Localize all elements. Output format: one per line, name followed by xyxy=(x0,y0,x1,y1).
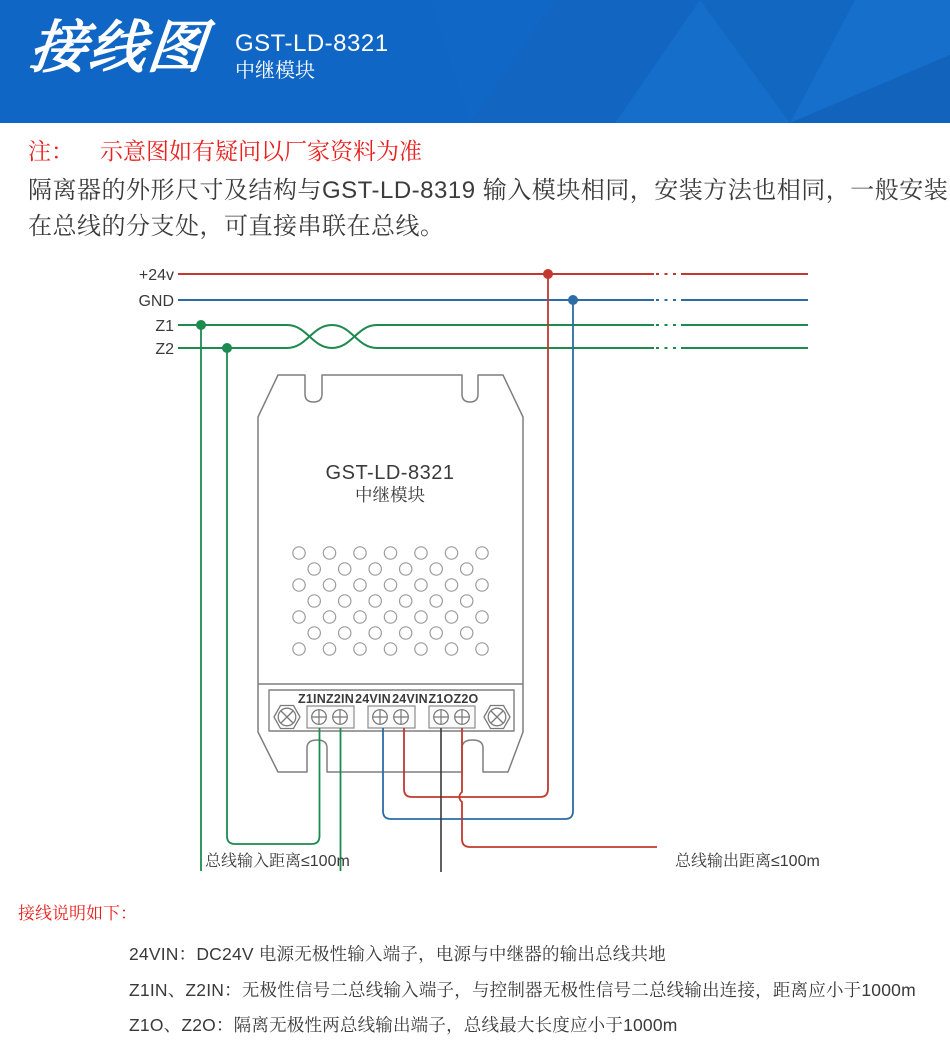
model-number: GST-LD-8321 xyxy=(235,30,389,57)
junction-dot-24v xyxy=(543,269,553,279)
bus-label-z2: Z2 xyxy=(155,341,174,358)
warning-prefix: 注： xyxy=(28,138,74,164)
module-model-text: GST-LD-8321 xyxy=(325,462,455,484)
instruction-item-24vin: 24VIN：DC24V 电源无极性输入端子，电源与中继器的输出总线共地 xyxy=(129,944,666,964)
instructions-heading: 接线说明如下： xyxy=(18,904,137,923)
terminal-label-24vin-1: 24VIN xyxy=(355,692,391,706)
junction-dot-z1 xyxy=(196,320,206,330)
page-title: 接线图 xyxy=(26,16,211,80)
terminal-label-z1in: Z1IN xyxy=(298,692,326,706)
input-distance-label: 总线输入距离≤100m xyxy=(205,853,350,870)
bus-label-gnd: GND xyxy=(138,293,174,310)
warning-text: 示意图如有疑问以厂家资料为准 xyxy=(100,138,422,164)
mount-screw-left-icon xyxy=(274,706,300,729)
module-name: 中继模块 xyxy=(235,60,315,82)
header-banner xyxy=(0,0,950,123)
output-distance-label: 总线输出距离≤100m xyxy=(675,853,820,870)
header-subtitle xyxy=(235,30,389,84)
signal-bus-lines xyxy=(178,325,808,348)
instruction-item-z1o-z2o: Z1O、Z2O：隔离无极性两总线输出端子，总线最大长度应小于1000m xyxy=(129,1015,678,1035)
junction-dot-z2 xyxy=(222,343,232,353)
description-line-1: 隔离器的外形尺寸及结构与GST-LD-8319 输入模块相同，安装方法也相同，一般安装 xyxy=(28,177,949,204)
terminal-label-z2in: Z2IN xyxy=(326,692,354,706)
terminal-label-24vin-2: 24VIN xyxy=(392,692,428,706)
bus-label-24v: +24v xyxy=(138,267,174,284)
instruction-item-z1in-z2in: Z1IN、Z2IN：无极性信号二总线输入端子，与控制器无极性信号二总线输出连接，距离应小于1000m xyxy=(129,980,916,1000)
wiring-diagram xyxy=(0,250,950,900)
terminal-label-z2o: Z2O xyxy=(453,692,479,706)
description-line-2: 在总线的分支处，可直接串联在总线。 xyxy=(28,213,445,240)
warning-note xyxy=(28,133,422,166)
mount-screw-right-icon xyxy=(484,706,510,729)
terminal-label-z1o: Z1O xyxy=(428,692,454,706)
module-name-text: 中继模块 xyxy=(355,485,425,505)
bus-label-z1: Z1 xyxy=(155,318,174,335)
junction-dot-gnd xyxy=(568,295,578,305)
